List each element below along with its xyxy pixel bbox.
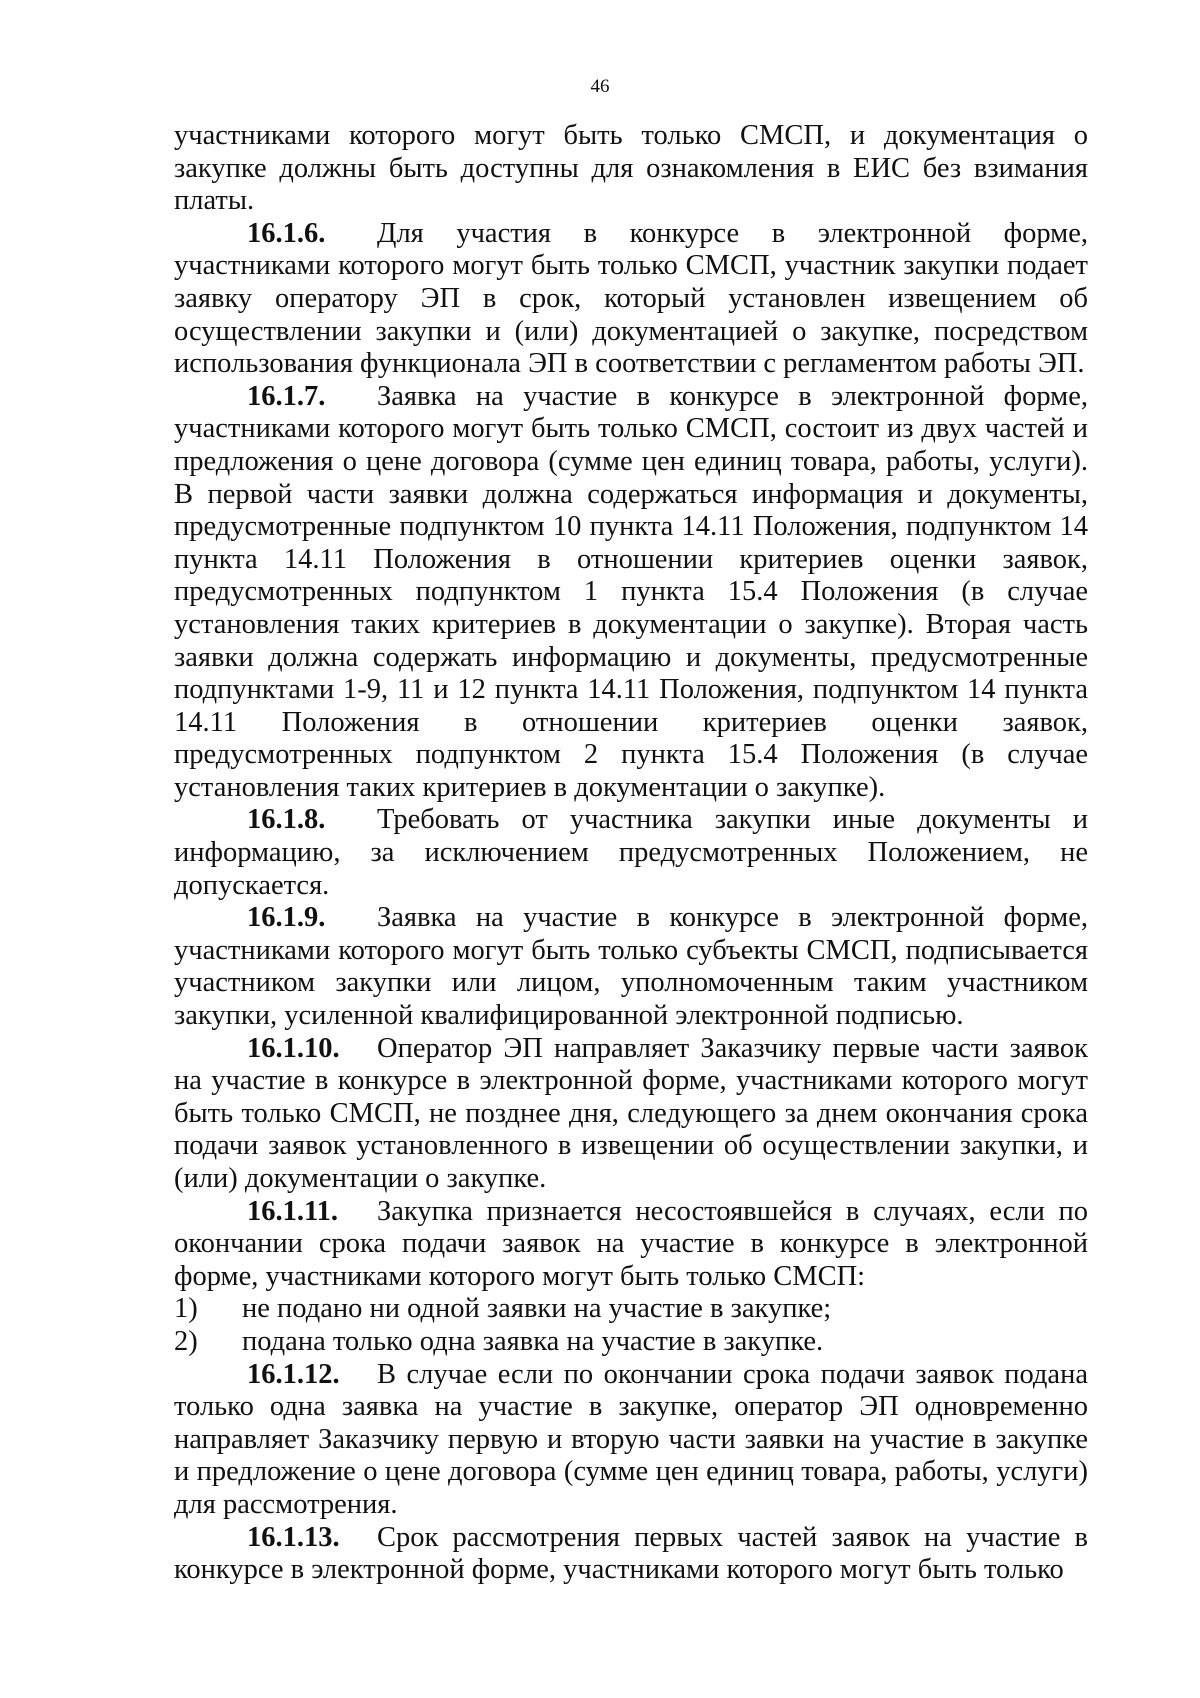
page-number: 46 <box>590 76 610 97</box>
clause-16-1-6 <box>174 218 1088 381</box>
clause-16-1-11 <box>174 1196 1088 1294</box>
paragraph-intro: участниками которого могут быть только СМСП, и документация о закупке должны быть доступны для ознакомления в ЕИС без взимания платы. <box>174 120 1088 217</box>
clause-number: 16.1.11. <box>247 1195 339 1227</box>
clause-number: 16.1.7. <box>247 380 326 412</box>
clause-text: Срок рассмотрения первых частей заявок на участие в конкурсе в электронной форме, участниками которого могут быть только <box>174 1521 1088 1586</box>
document-body <box>174 120 1088 1587</box>
clause-number: 16.1.12. <box>247 1358 340 1390</box>
list-item-text: подана только одна заявка на участие в закупке. <box>242 1325 824 1357</box>
clause-text: Заявка на участие в конкурсе в электронной форме, участниками которого могут быть только СМСП, состоит из двух частей и предложения о цене договора (сумме цен единиц товара, работы, услуги). В первой части заявки должна содержаться информация и документы, предусмотренные подпунктом 10 пункта 14.11 Положения, подпунктом 14 пункта 14.11 Положения в отношении критериев оценки заявок, предусмотренных подпунктом 1 пункта 15.4 Положения (в случае установления таких критериев в документации о закупке). Вторая часть заявки должна содержать информацию и документы, предусмотренные подпунктами 1-9, 11 и 12 пункта 14.11 Положения, подпунктом 14 пункта 14.11 Положения в отношении критериев оценки заявок, предусмотренных подпунктом 2 пункта 15.4 Положения (в случае установления таких критериев в документации о закупке). <box>174 380 1088 803</box>
clause-number: 16.1.6. <box>247 217 326 249</box>
clause-16-1-7 <box>174 381 1088 805</box>
clause-16-1-8 <box>174 804 1088 902</box>
clause-number: 16.1.9. <box>247 902 326 934</box>
clause-text: Оператор ЭП направляет Заказчику первые части заявок на участие в конкурсе в электронной форме, участниками которого могут быть только СМСП, не позднее дня, следующего за днем окончания срока подачи заявок установленного в извещении об осуществлении закупки, и (или) документации о закупке. <box>174 1032 1088 1194</box>
clause-number: 16.1.10. <box>247 1032 340 1064</box>
clause-text: В случае если по окончании срока подачи заявок подана только одна заявка на участие в закупке, оператор ЭП одновременно направляет Заказчику первую и вторую части заявки на участие в закупке и предложение о цене договора (сумме цен единиц товара, работы, услуги) для рассмотрения. <box>174 1358 1088 1520</box>
clause-text: Закупка признается несостоявшейся в случаях, если по окончании срока подачи заявок на участие в конкурсе в электронной форме, участниками которого могут быть только СМСП: <box>174 1195 1088 1292</box>
clause-16-1-9 <box>174 902 1088 1032</box>
list-item-text: не подано ни одной заявки на участие в закупке; <box>242 1293 832 1325</box>
list-item <box>174 1326 1088 1359</box>
clause-16-1-12 <box>174 1359 1088 1522</box>
list-item <box>174 1293 1088 1326</box>
clause-number: 16.1.13. <box>247 1521 340 1553</box>
clause-text: Заявка на участие в конкурсе в электронной форме, участниками которого могут быть только субъекты СМСП, подписывается участником закупки или лицом, уполномоченным таким участником закупки, усиленной квалифицированной электронной подписью. <box>174 902 1088 1032</box>
clause-text: Требовать от участника закупки иные документы и информацию, за исключением предусмотренных Положением, не допускается. <box>174 804 1088 901</box>
list-marker: 1) <box>174 1293 198 1325</box>
clause-16-1-10 <box>174 1033 1088 1196</box>
clause-number: 16.1.8. <box>247 804 326 836</box>
clause-16-1-13 <box>174 1522 1088 1587</box>
list-marker: 2) <box>174 1325 198 1357</box>
clause-text: Для участия в конкурсе в электронной форме, участниками которого могут быть только СМСП, участник закупки подает заявку оператору ЭП в срок, который установлен извещением об осуществлении закупки и (или) документацией о закупке, посредством использования функционала ЭП в соответствии с регламентом работы ЭП. <box>174 217 1088 380</box>
